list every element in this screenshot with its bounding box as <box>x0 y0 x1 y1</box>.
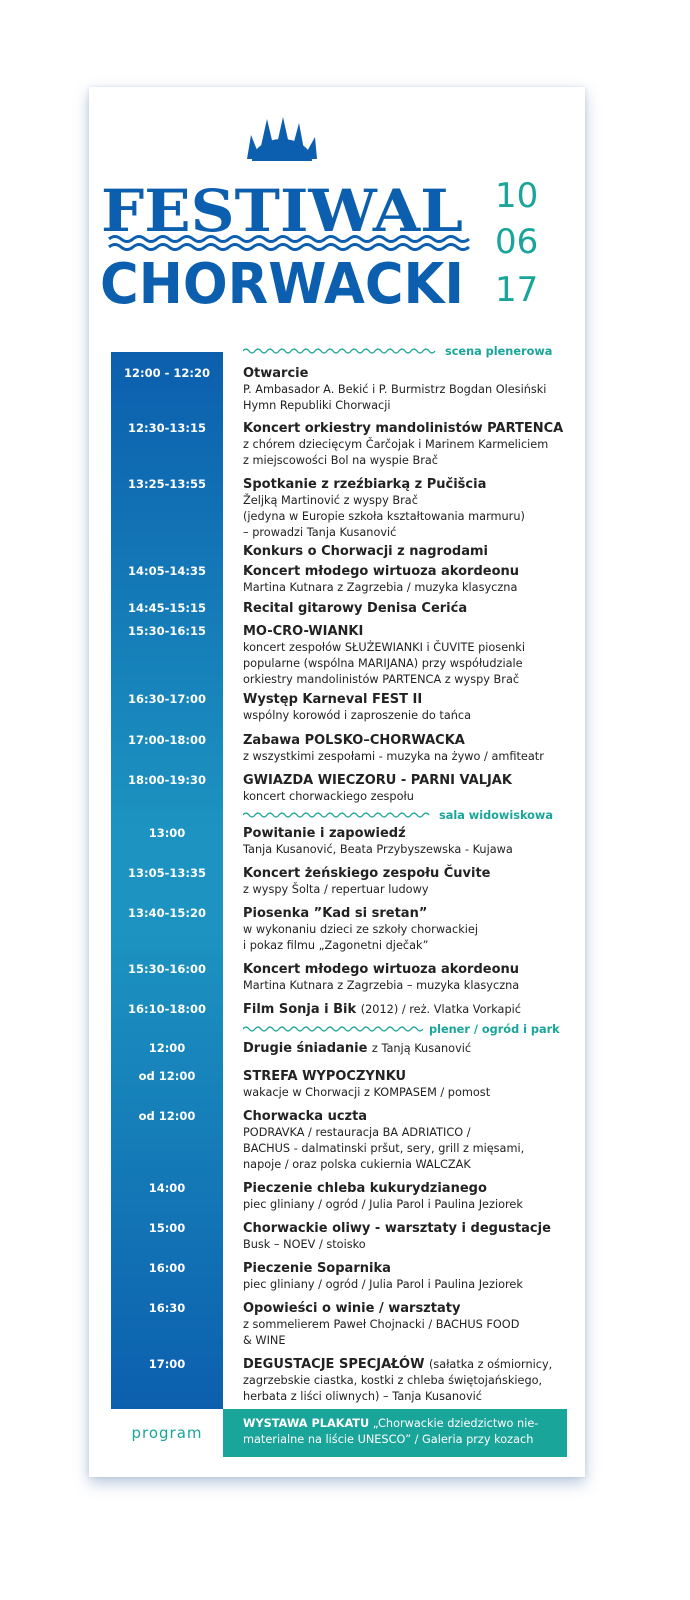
event-detail: & WINE <box>243 1334 286 1347</box>
wave-icon <box>243 811 433 819</box>
event-detail: BACHUS - dalmatinski pršut, sery, grill z mięsami, <box>243 1142 525 1155</box>
event-detail: i pokaz filmu „Zagonetni dječak” <box>243 939 429 952</box>
event-detail: Martina Kutnara z Zagrzebia / muzyka klasyczna <box>243 581 518 594</box>
schedule-item <box>243 825 573 858</box>
event-title: Otwarcie <box>243 366 309 381</box>
wave-icon <box>243 1025 423 1033</box>
event-detail: popularne (wspólna MARIJANA) przy współudziale <box>243 657 523 670</box>
schedule-item <box>243 1220 573 1253</box>
event-title: GWIAZDA WIECZORU - PARNI VALJAK <box>243 773 512 788</box>
event-detail: Željką Martinović z wyspy Brač <box>243 494 418 507</box>
poster <box>89 87 585 1477</box>
time-label: 13:05-13:35 <box>128 866 206 880</box>
time-label: 12:30-13:15 <box>128 421 206 435</box>
time-label: 13:40-15:20 <box>128 906 206 920</box>
exhibition-title: WYSTAWA PLAKATU <box>243 1417 370 1430</box>
time-label: 12:00 - 12:20 <box>124 366 210 380</box>
event-title-extra: (sałatka z ośmiornicy, <box>428 1358 553 1371</box>
date-day: 10 <box>495 176 539 216</box>
event-title: Występ Karneval FEST II <box>243 692 423 707</box>
schedule-item <box>243 1068 573 1101</box>
schedule-item <box>243 1040 573 1057</box>
time-label: 16:30-17:00 <box>128 692 206 706</box>
event-title: Recital gitarowy Denisa Cerića <box>243 601 468 616</box>
event-title: Spotkanie z rzeźbiarką z Pučišcia <box>243 477 487 492</box>
event-detail: piec gliniany / ogród / Julia Parol i Paulina Jeziorek <box>243 1278 523 1291</box>
event-detail: – prowadzi Tanja Kusanović <box>243 526 397 539</box>
event-detail: z wszystkimi zespołami - muzyka na żywo / amfiteatr <box>243 750 544 763</box>
time-column <box>111 352 223 1409</box>
date-month: 06 <box>495 222 539 262</box>
schedule-item <box>243 1300 573 1349</box>
event-detail: Tanja Kusanović, Beata Przybyszewska - Kujawa <box>243 843 513 856</box>
event-title-extra: z Tanją Kusanović <box>371 1042 472 1055</box>
festival-logo <box>89 87 585 317</box>
schedule-item <box>243 543 573 560</box>
event-detail: wspólny korowód i zaproszenie do tańca <box>243 709 472 722</box>
event-detail: piec gliniany / ogród / Julia Parol i Paulina Jeziorek <box>243 1198 523 1211</box>
schedule-item <box>243 420 573 469</box>
schedule-item <box>243 623 573 688</box>
time-label: 16:10-18:00 <box>128 1002 206 1016</box>
event-title: DEGUSTACJE SPECJAŁÓW <box>243 1357 425 1372</box>
time-label: od 12:00 <box>138 1109 196 1123</box>
event-title: Drugie śniadanie <box>243 1041 368 1056</box>
schedule-item <box>243 476 573 541</box>
event-title: Chorwacka uczta <box>243 1109 368 1124</box>
time-label: 15:30-16:00 <box>128 962 206 976</box>
time-label: 13:00 <box>148 826 186 840</box>
event-detail: (jedyna w Europie szkoła kształtowania marmuru) <box>243 510 525 523</box>
time-label: 15:00 <box>148 1221 186 1235</box>
time-label: 14:00 <box>148 1181 186 1195</box>
event-detail: napoje / oraz polska cukiernia WALCZAK <box>243 1158 471 1171</box>
event-title: Piosenka ”Kad si sretan” <box>243 906 428 921</box>
schedule-item <box>243 905 573 954</box>
date-year: 17 <box>495 270 539 310</box>
schedule-item <box>243 1108 573 1173</box>
event-title: Chorwackie oliwy - warsztaty i degustacje <box>243 1221 551 1236</box>
schedule-item <box>243 1180 573 1213</box>
exhibition-text: „Chorwackie dziedzictwo nie- <box>369 1417 539 1430</box>
section-label: sala widowiskowa <box>439 808 553 822</box>
event-title: Zabawa POLSKO–CHORWACKA <box>243 733 465 748</box>
event-detail: z sommelierem Paweł Chojnacki / BACHUS FOOD <box>243 1318 520 1331</box>
time-label: 16:00 <box>148 1261 186 1275</box>
title-line2: CHORWACKI <box>100 252 464 317</box>
event-detail: Busk – NOEV / stoisko <box>243 1238 366 1251</box>
section-label: scena plenerowa <box>445 344 553 358</box>
event-title: STREFA WYPOCZYNKU <box>243 1069 407 1084</box>
event-detail: z chórem dziecięcym Čarčojak i Marinem Karmeliciem <box>243 438 549 451</box>
schedule-item <box>243 1001 573 1018</box>
section-label: plener / ogród i park <box>429 1022 560 1036</box>
event-detail: Martina Kutnara z Zagrzebia – muzyka klasyczna <box>243 979 520 992</box>
time-label: 16:30 <box>148 1301 186 1315</box>
event-detail: koncert chorwackiego zespołu <box>243 790 414 803</box>
program-label: program <box>131 1424 203 1442</box>
schedule-item <box>243 772 573 805</box>
event-detail: w wykonaniu dzieci ze szkoły chorwackiej <box>243 923 478 936</box>
event-detail: P. Ambasador A. Bekić i P. Burmistrz Bogdan Olesiński <box>243 383 547 396</box>
time-label: 14:05-14:35 <box>128 564 206 578</box>
exhibition-note <box>223 1409 567 1457</box>
title-line1: FESTIWAL <box>101 177 463 245</box>
section-heading-garden <box>243 1022 560 1036</box>
time-label: 18:00-19:30 <box>128 773 206 787</box>
event-detail: koncert zespołów SŁUŻEWIANKI i ČUVITE piosenki <box>243 641 525 654</box>
event-title: Opowieści o winie / warsztaty <box>243 1301 461 1316</box>
schedule-item <box>243 732 573 765</box>
event-detail: herbata z liści oliwnych) – Tanja Kusanović <box>243 1390 482 1403</box>
time-label: 14:45-15:15 <box>128 601 206 615</box>
exhibition-text-2: materialne na liście UNESCO” / Galeria przy kozach <box>243 1433 534 1446</box>
event-detail: z miejscowości Bol na wyspie Brač <box>243 454 438 467</box>
event-title: Pieczenie chleba kukurydzianego <box>243 1181 487 1196</box>
schedule-item <box>243 691 573 724</box>
event-title: Powitanie i zapowiedź <box>243 826 406 841</box>
time-label: 13:25-13:55 <box>128 477 206 491</box>
event-detail: wakacje w Chorwacji z KOMPASEM / pomost <box>243 1086 491 1099</box>
time-label: 17:00-18:00 <box>128 733 206 747</box>
event-title: Koncert młodego wirtuoza akordeonu <box>243 962 520 977</box>
section-heading-hall <box>243 808 553 822</box>
event-title: MO-CRO-WIANKI <box>243 624 364 639</box>
schedule-item <box>243 865 573 898</box>
time-label: 15:30-16:15 <box>128 624 206 638</box>
schedule-item <box>243 1260 573 1293</box>
schedule-item <box>243 563 573 596</box>
time-label: 12:00 <box>148 1041 186 1055</box>
event-title: Koncert żeńskiego zespołu Čuvite <box>243 866 491 881</box>
event-detail: zagrzebskie ciastka, kostki z chleba świętojańskiego, <box>243 1374 543 1387</box>
section-heading-outdoor <box>243 344 553 358</box>
event-title: Film Sonja i Bik <box>243 1002 357 1017</box>
wave-icon <box>243 347 439 355</box>
event-detail: orkiestry mandolinistów PARTENCA z wyspy Brač <box>243 673 520 686</box>
event-detail: z wyspy Šolta / repertuar ludowy <box>243 883 429 896</box>
event-detail: Hymn Republiki Chorwacji <box>243 399 391 412</box>
time-label: 17:00 <box>148 1357 186 1371</box>
event-title: Pieczenie Soparnika <box>243 1261 391 1276</box>
event-title: Konkurs o Chorwacji z nagrodami <box>243 544 488 559</box>
event-detail: PODRAVKA / restauracja BA ADRIATICO / <box>243 1126 471 1139</box>
time-label: od 12:00 <box>138 1069 196 1083</box>
schedule-item <box>243 961 573 994</box>
schedule-item <box>243 365 573 414</box>
schedule-item <box>243 1356 573 1405</box>
sun-icon <box>247 117 317 161</box>
schedule-item <box>243 600 573 617</box>
event-title: Koncert młodego wirtuoza akordeonu <box>243 564 520 579</box>
event-title-extra: (2012) / reż. Vlatka Vorkapić <box>360 1003 521 1016</box>
event-title: Koncert orkiestry mandolinistów PARTENCA <box>243 421 564 436</box>
